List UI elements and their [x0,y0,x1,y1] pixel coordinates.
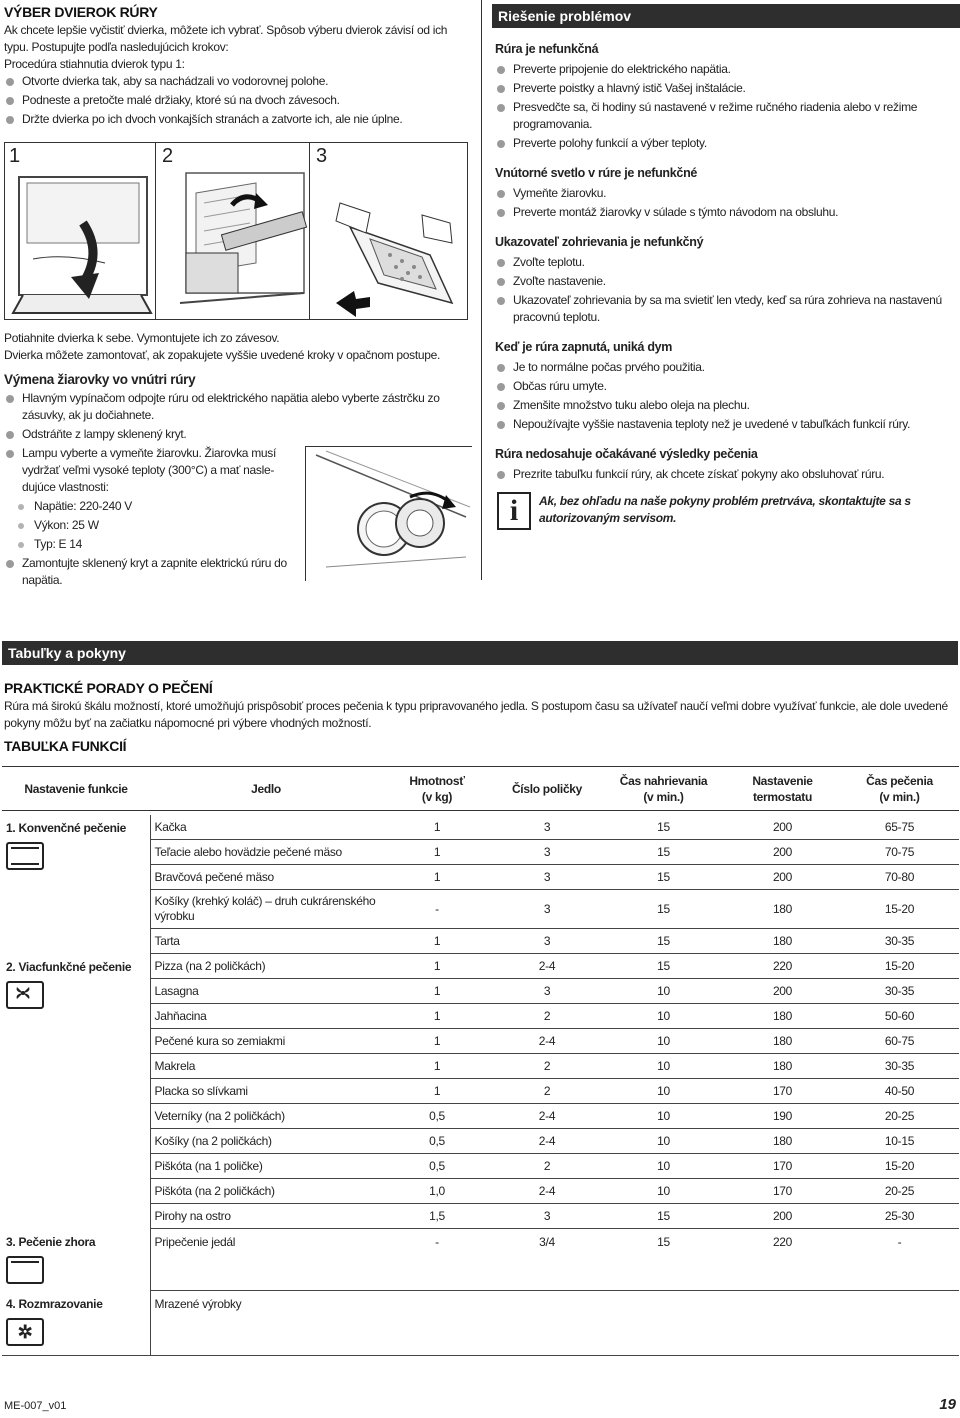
baking-time-cell: 20-25 [840,1104,959,1129]
food-cell: Piškóta (na 1 poličke) [150,1154,382,1179]
header-function: Nastavenie funkcie [2,767,150,811]
tips-text: Rúra má širokú škálu možností, ktoré umožňujú prispôsobiť proces pečenia k typu pripravovaného jedla. S postupom času sa užívateľ naučí veľmi dobre využívať funkcie, ale dole uvedené pokyny môžu byť na začiatku nápomocné pri výbere vhodných možností. [4,699,948,730]
door-procedure-label: Procedúra stiahnutia dvierok typu 1: [4,57,185,71]
door-closing-illustration [310,143,467,319]
thermostat-cell: 200 [725,1204,840,1229]
food-cell: Tarta [150,929,382,954]
thermostat-cell: 200 [725,840,840,865]
list-item: Preverte montáž žiarovky v súlade s týmto návodom na obsluhu. [495,204,957,221]
list-item: Lampu vyberte a vymeňte žiarovku. Žiarovka musí vydržať veľmi vysoké teploty (300°C) a mať nasle-dujúce vlastnosti: [4,445,304,496]
bulb-properties-list [4,498,286,553]
tips-title: PRAKTICKÉ PORADY O PEČENÍ [4,680,213,696]
list-item: Preverte polohy funkcií a výber teploty. [495,135,957,152]
door-removal-intro: Ak chcete lepšie vyčistiť dvierka, môžete ich vybrať. Spôsob výberu dvierok závisí od ich typu. Postupujte podľa nasledujúcich krokov: [4,23,448,54]
page-number: 19 [939,1396,956,1413]
list-item: Prezrite tabuľku funkcií rúry, ak chcete získať pokyny ako obsluhovať rúru. [495,466,957,483]
trouble-heading: Rúra je nefunkčná [495,42,599,56]
preheat-cell: 10 [602,1004,725,1029]
list-item: Nepoužívajte vyššie nastavenia teploty než je uvedené v tabuľkách funkcií rúry. [495,416,957,433]
thermostat-cell: 170 [725,1154,840,1179]
weight-cell: 1 [382,1029,492,1054]
weight-cell: 1 [382,1054,492,1079]
baking-time-cell: 10-15 [840,1129,959,1154]
bulb-illustration [306,447,472,581]
list-item: Odstráňte z lampy sklenený kryt. [4,426,470,443]
door-figure-3 [309,142,468,320]
header-preheat: Čas nahrievania (v min.) [602,767,725,811]
preheat-cell: 10 [602,1129,725,1154]
list-item: Napätie: 220-240 V [4,498,286,515]
thermostat-cell: 200 [725,979,840,1004]
footer-code: ME-007_v01 [4,1400,67,1412]
figure-number: 1 [9,145,21,167]
table-row [2,1229,959,1291]
baking-time-cell: 65-75 [840,815,959,840]
food-cell: Makrela [150,1054,382,1079]
list-item: Zvoľte teplotu. [495,254,957,271]
list-item: Zmenšite množstvo tuku alebo oleja na plechu. [495,397,957,414]
food-cell: Pripečenie jedál [150,1229,382,1291]
food-cell: Jahňacina [150,1004,382,1029]
table-title: TABUĽKA FUNKCIÍ [4,738,127,754]
door-after-text-1: Potiahnite dvierka k sebe. Vymontujete ich zo závesov. [4,331,280,345]
shelf-cell: 3 [492,890,602,929]
functions-table [2,766,959,1356]
list-item: Výkon: 25 W [4,517,286,534]
door-steps-list [4,73,474,128]
door-reassembly [4,330,474,364]
baking-time-cell: 70-75 [840,840,959,865]
shelf-cell: 2 [492,1004,602,1029]
list-item: Zamontujte sklenený kryt a zapnite elektrickú rúru do napätia. [4,555,294,589]
weight-cell: 0,5 [382,1104,492,1129]
shelf-cell: 2-4 [492,1104,602,1129]
shelf-cell: 2-4 [492,1129,602,1154]
shelf-cell: 2 [492,1079,602,1104]
shelf-cell [492,1291,602,1356]
baking-time-cell: 70-80 [840,865,959,890]
shelf-cell: 2 [492,1154,602,1179]
baking-time-cell [840,1291,959,1356]
list-item: Typ: E 14 [4,536,286,553]
trouble-group [495,340,957,433]
fan-icon [6,981,44,1009]
baking-time-cell: 30-35 [840,979,959,1004]
weight-cell [382,1291,492,1356]
food-cell: Pečené kura so zemiakmi [150,1029,382,1054]
weight-cell: 0,5 [382,1129,492,1154]
baking-time-cell: 15-20 [840,954,959,979]
shelf-cell: 2 [492,1054,602,1079]
door-removal-title: VÝBER DVIEROK RÚRY [4,4,158,20]
table-row [2,954,959,979]
preheat-cell: 10 [602,1179,725,1204]
food-cell: Kačka [150,815,382,840]
list-item: Presvedčte sa, či hodiny sú nastavené v režime ručného riadenia alebo v režime programovania. [495,99,957,133]
thermostat-cell: 170 [725,1179,840,1204]
thermostat-cell: 220 [725,954,840,979]
weight-cell: 1,5 [382,1204,492,1229]
trouble-heading: Rúra nedosahuje očakávané výsledky pečenia [495,447,758,461]
food-cell: Košíky (na 2 poličkách) [150,1129,382,1154]
door-open-illustration [5,143,157,319]
food-cell: Pirohy na ostro [150,1204,382,1229]
weight-cell: 1 [382,929,492,954]
list-item: Občas rúru umyte. [495,378,957,395]
list-item: Otvorte dvierka tak, aby sa nachádzali vo vodorovnej polohe. [4,73,474,90]
preheat-cell: 10 [602,1079,725,1104]
bulb-title: Výmena žiarovky vo vnútri rúry [4,372,196,387]
list-item: Podneste a pretočte malé držiaky, ktoré sú na dvoch závesoch. [4,92,474,109]
function-cell [2,954,150,1229]
function-name: 4. Rozmrazovanie [6,1296,103,1311]
food-cell: Košíky (krehký koláč) – druh cukrárenského výrobku [150,890,382,929]
baking-time-cell: 15-20 [840,1154,959,1179]
food-cell: Piškóta (na 2 poličkách) [150,1179,382,1204]
shelf-cell: 3 [492,815,602,840]
troubleshooting-section [495,42,957,485]
weight-cell: - [382,1229,492,1291]
table-row [2,815,959,840]
list-item: Zvoľte nastavenie. [495,273,957,290]
weight-cell: - [382,890,492,929]
preheat-cell: 15 [602,1204,725,1229]
preheat-cell: 15 [602,1229,725,1291]
list-item: Držte dvierka po ich dvoch vonkajších stranách a zatvorte ich, ale nie úplne. [4,111,474,128]
food-cell: Mrazené výrobky [150,1291,382,1356]
functions-table-wrap [2,766,959,1356]
thermostat-cell: 190 [725,1104,840,1129]
food-cell: Pizza (na 2 poličkách) [150,954,382,979]
thermostat-cell: 180 [725,1004,840,1029]
door-after-text-2: Dvierka môžete zamontovať, ak zopakujete vyššie uvedené kroky v opačnom postupe. [4,348,441,362]
trouble-group [495,235,957,326]
baking-time-cell: 50-60 [840,1004,959,1029]
thermostat-cell: 180 [725,1129,840,1154]
weight-cell: 1 [382,865,492,890]
info-icon: i [497,492,531,530]
header-shelf: Číslo poličky [492,767,602,811]
weight-cell: 1 [382,954,492,979]
top-heat-icon [6,1256,44,1284]
list-item: Vymeňte žiarovku. [495,185,957,202]
tables-band: Tabuľky a pokyny [2,641,958,665]
preheat-cell: 10 [602,1154,725,1179]
figure-number: 2 [162,145,174,167]
function-name: 3. Pečenie zhora [6,1234,96,1249]
trouble-group [495,447,957,483]
trouble-heading: Vnútorné svetlo v rúre je nefunkčné [495,166,698,180]
info-note [495,490,955,530]
function-cell [2,815,150,954]
food-cell: Lasagna [150,979,382,1004]
preheat-cell: 15 [602,890,725,929]
preheat-cell: 10 [602,1104,725,1129]
baking-time-cell: 40-50 [840,1079,959,1104]
baking-time-cell: 30-35 [840,1054,959,1079]
door-figure-1 [4,142,158,320]
defrost-icon: ✲ [6,1318,44,1346]
preheat-cell: 15 [602,815,725,840]
thermostat-cell: 220 [725,1229,840,1291]
figure-number: 3 [316,145,328,167]
trouble-heading: Keď je rúra zapnutá, uniká dym [495,340,673,354]
baking-time-cell: 15-20 [840,890,959,929]
weight-cell: 1 [382,840,492,865]
function-cell [2,1229,150,1291]
header-weight: Hmotnosť (v kg) [382,767,492,811]
shelf-cell: 3 [492,840,602,865]
thermostat-cell: 180 [725,929,840,954]
baking-time-cell: 30-35 [840,929,959,954]
hinge-illustration [156,143,311,319]
shelf-cell: 3 [492,979,602,1004]
door-removal-section [4,4,474,130]
list-item: Preverte pripojenie do elektrického napätia. [495,61,957,78]
thermostat-cell: 180 [725,1029,840,1054]
preheat-cell: 10 [602,1029,725,1054]
preheat-cell: 15 [602,865,725,890]
preheat-cell [602,1291,725,1356]
weight-cell: 1,0 [382,1179,492,1204]
function-name: 2. Viacfunkčné pečenie [6,959,132,974]
trouble-heading: Ukazovateľ zohrievania je nefunkčný [495,235,704,249]
header-food: Jedlo [150,767,382,811]
food-cell: Veterníky (na 2 poličkách) [150,1104,382,1129]
thermostat-cell: 200 [725,815,840,840]
weight-cell: 1 [382,815,492,840]
header-baking-time: Čas pečenia (v min.) [840,767,959,811]
list-item: Hlavným vypínačom odpojte rúru od elektrického napätia alebo vyberte zástrčku zo zásuvky, ak ju dočiahnete. [4,390,470,424]
shelf-cell: 3/4 [492,1229,602,1291]
info-text: Ak, bez ohľadu na naše pokyny problém pretrváva, skontaktujte sa s autorizovaným servisom. [539,494,911,525]
thermostat-cell [725,1291,840,1356]
troubleshooting-band: Riešenie problémov [492,4,960,28]
weight-cell: 0,5 [382,1154,492,1179]
preheat-cell: 15 [602,954,725,979]
door-figure-2 [155,142,312,320]
preheat-cell: 15 [602,929,725,954]
weight-cell: 1 [382,979,492,1004]
header-thermostat: Nastavenie termostatu [725,767,840,811]
function-cell [2,1291,150,1356]
shelf-cell: 2-4 [492,954,602,979]
list-item: Ukazovateľ zohrievania by sa ma svietiť len vtedy, keď sa rúra zohrieva na nastavenú pracovnú teplotu. [495,292,957,326]
function-name: 1. Konvenčné pečenie [6,821,127,835]
shelf-cell: 3 [492,929,602,954]
food-cell: Placka so slívkami [150,1079,382,1104]
bulb-figure [305,446,472,581]
conventional-icon [6,842,44,870]
column-divider [481,0,482,580]
preheat-cell: 10 [602,1054,725,1079]
trouble-group [495,166,957,221]
thermostat-cell: 180 [725,1054,840,1079]
food-cell: Teľacie alebo hovädzie pečené mäso [150,840,382,865]
weight-cell: 1 [382,1079,492,1104]
list-item: Je to normálne počas prvého použitia. [495,359,957,376]
baking-time-cell: - [840,1229,959,1291]
thermostat-cell: 180 [725,890,840,929]
list-item: Preverte poistky a hlavný istič Vašej inštalácie. [495,80,957,97]
baking-tips [4,680,957,754]
thermostat-cell: 170 [725,1079,840,1104]
table-row [2,1291,959,1356]
baking-time-cell: 25-30 [840,1204,959,1229]
shelf-cell: 3 [492,865,602,890]
bulb-final-list [4,555,294,589]
preheat-cell: 10 [602,979,725,1004]
food-cell: Bravčová pečené mäso [150,865,382,890]
shelf-cell: 3 [492,1204,602,1229]
baking-time-cell: 20-25 [840,1179,959,1204]
weight-cell: 1 [382,1004,492,1029]
shelf-cell: 2-4 [492,1029,602,1054]
trouble-group [495,42,957,152]
shelf-cell: 2-4 [492,1179,602,1204]
preheat-cell: 15 [602,840,725,865]
baking-time-cell: 60-75 [840,1029,959,1054]
thermostat-cell: 200 [725,865,840,890]
